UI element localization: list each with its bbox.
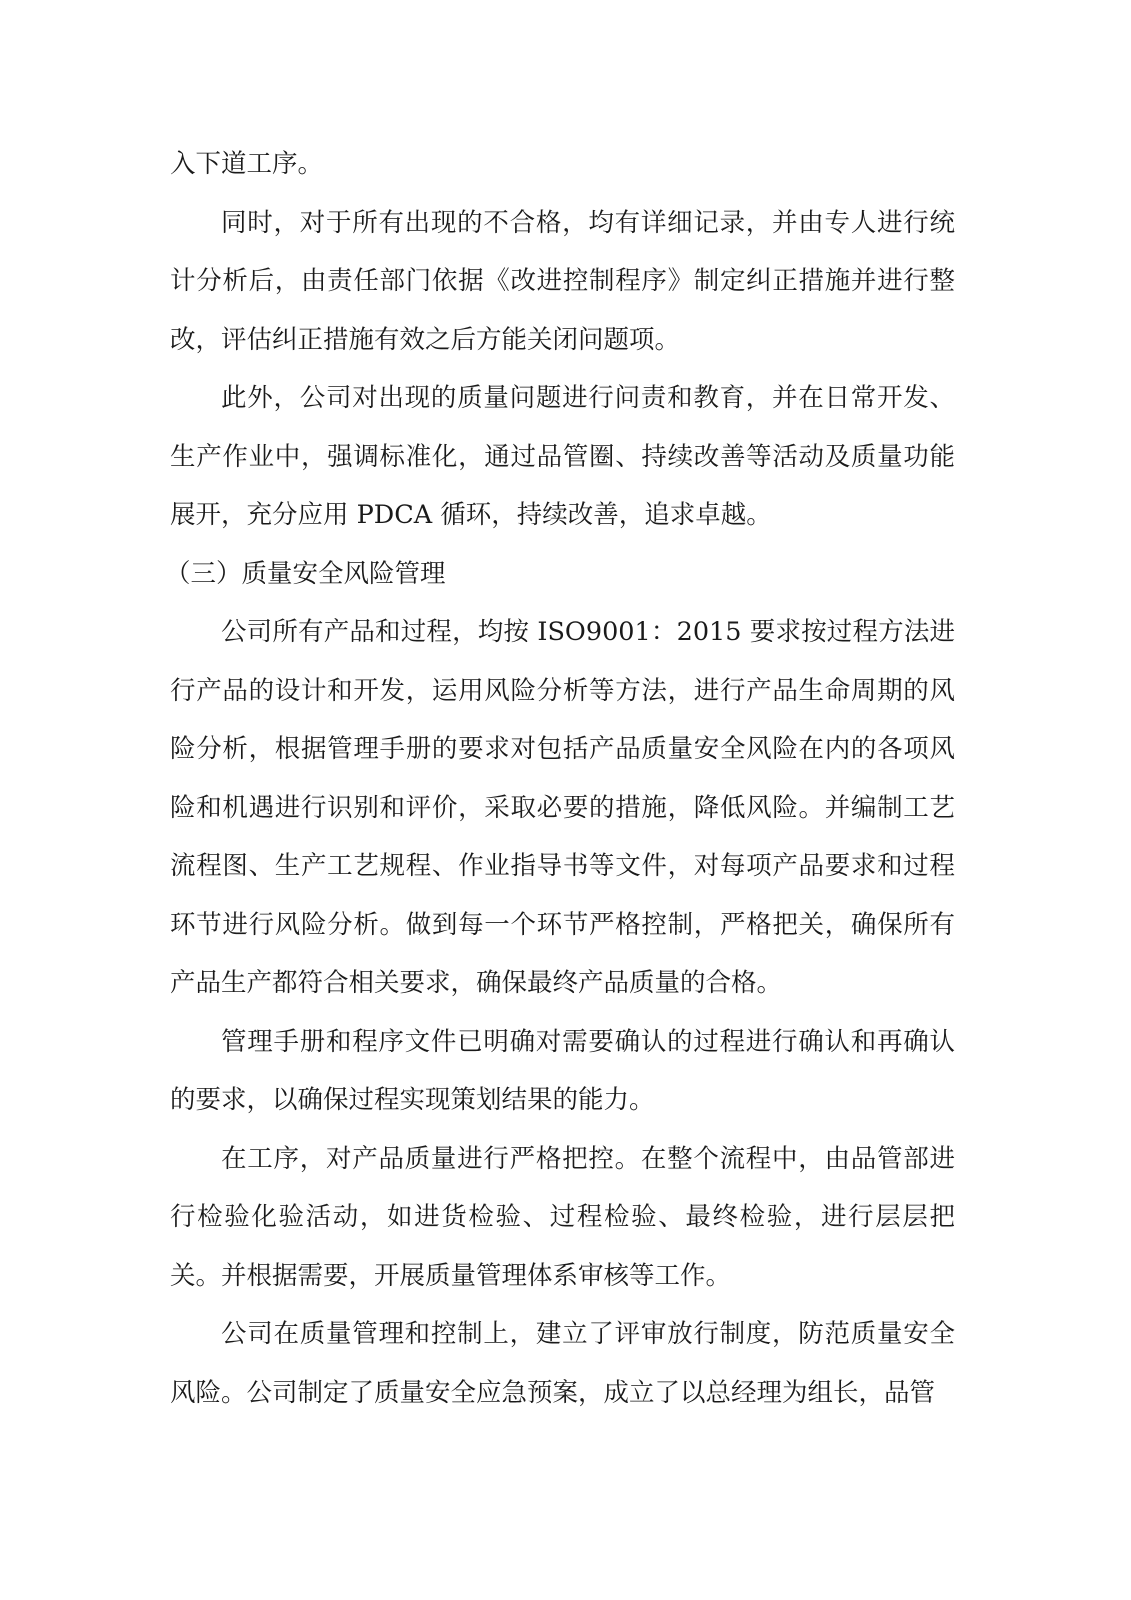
paragraph-accountability: 此外，公司对出现的质量问题进行问责和教育，并在日常开发、生产作业中，强调标准化，通过品管圈、持续改善等活动及质量功能展开，充分应用 PDCA 循环，持续改善，追求卓越。 [170,383,955,530]
paragraph-nonconformity-records: 同时，对于所有出现的不合格，均有详细记录，并由专人进行统计分析后，由责任部门依据《改进控制程序》制定纠正措施并进行整改，评估纠正措施有效之后方能关闭问题项。 [170,207,955,355]
paragraph-risk-analysis: 公司所有产品和过程，均按 ISO9001：2015 要求按过程方法进行产品的设计和开发，运用风险分析等方法，进行产品生命周期的风险分析，根据管理手册的要求对包括产品质量安全风险在内的各项风险和机遇进行识别和评价，采取必要的措施，降低风险。并编制工艺流程图、生产工艺规程、作业指导书等文件，对每项产品要求和过程环节进行风险分析。做到每一个环节严格控制，严格把关，确保所有产品生产都符合相关要求，确保最终产品质量的合格。 [170,617,955,998]
paragraph-continuation: 入下道工序。 [170,149,324,179]
section-heading: （三）质量安全风险管理 [165,558,446,589]
paragraph-inspection: 在工序，对产品质量进行严格把控。在整个流程中，由品管部进行检验化验活动，如进货检验、过程检验、最终检验，进行层层把关。并根据需要，开展质量管理体系审核等工作。 [170,1143,955,1291]
document-body [165,135,955,1422]
paragraph-process-validation: 管理手册和程序文件已明确对需要确认的过程进行确认和再确认的要求，以确保过程实现策划结果的能力。 [170,1026,955,1115]
paragraph-release-system: 公司在质量管理和控制上，建立了评审放行制度，防范质量安全风险。公司制定了质量安全应急预案，成立了以总经理为组长，品管 [170,1319,955,1408]
